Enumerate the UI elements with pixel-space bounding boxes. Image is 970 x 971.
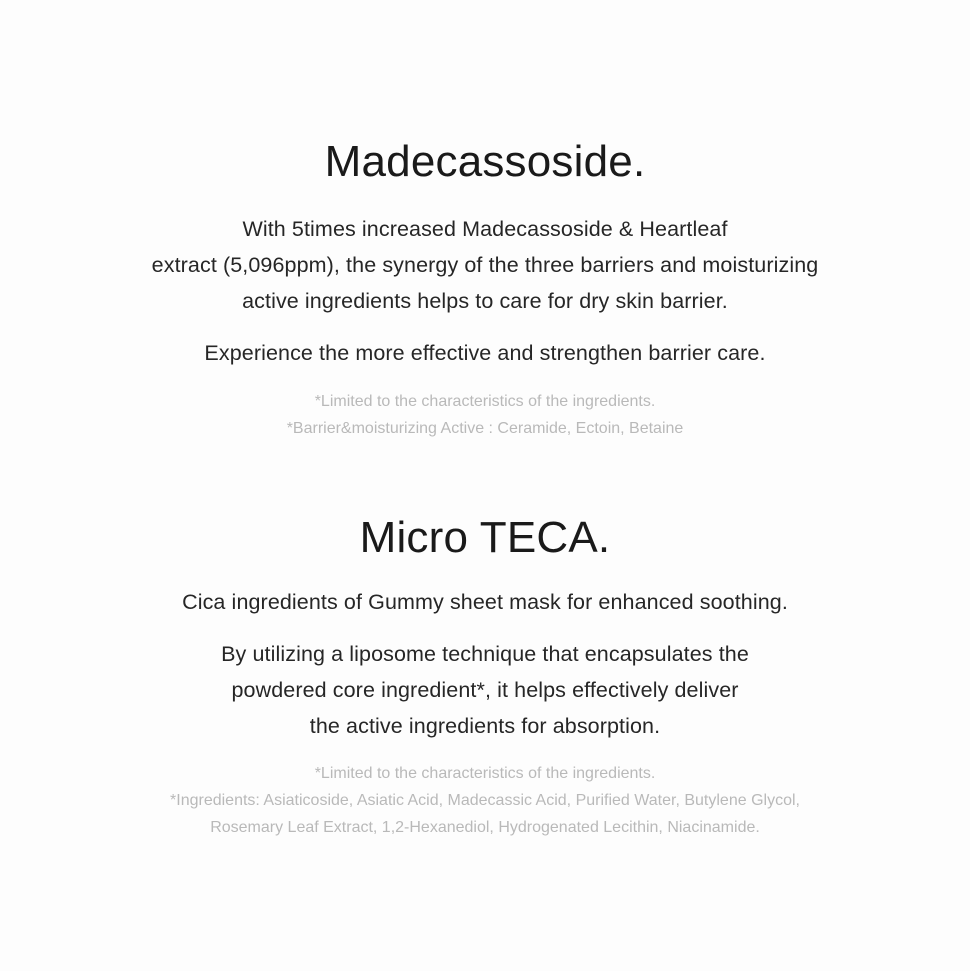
micro-teca-footnote-2: *Ingredients: Asiaticoside, Asiatic Acid, Madecassic Acid, Purified Water, Butylene Glycol, bbox=[170, 792, 800, 809]
madecassoside-footnote-2: *Barrier&moisturizing Active : Ceramide, Ectoin, Betaine bbox=[286, 420, 684, 437]
madecassoside-footnote-1: *Limited to the characteristics of the ingredients. bbox=[314, 393, 656, 410]
madecassoside-title: Madecassoside. bbox=[324, 137, 646, 186]
micro-teca-footnote-3: Rosemary Leaf Extract, 1,2-Hexanediol, Hydrogenated Lecithin, Niacinamide. bbox=[210, 819, 760, 836]
micro-teca-title: Micro TECA. bbox=[359, 513, 611, 562]
micro-teca-description: Cica ingredients of Gummy sheet mask for enhanced soothing. bbox=[182, 590, 788, 614]
micro-teca-footnote-1: *Limited to the characteristics of the ingredients. bbox=[314, 765, 656, 782]
madecassoside-description-line-3: active ingredients helps to care for dry skin barrier. bbox=[242, 289, 728, 313]
micro-teca-liposome-line-3: the active ingredients for absorption. bbox=[309, 714, 661, 738]
madecassoside-description-line-1: With 5times increased Madecassoside & Heartleaf bbox=[242, 217, 728, 241]
micro-teca-liposome-line-1: By utilizing a liposome technique that encapsulates the bbox=[221, 642, 749, 666]
micro-teca-liposome-line-2: powdered core ingredient*, it helps effectively deliver bbox=[231, 678, 739, 702]
madecassoside-description-line-2: extract (5,096ppm), the synergy of the three barriers and moisturizing bbox=[151, 253, 819, 277]
madecassoside-experience-text: Experience the more effective and strengthen barrier care. bbox=[204, 341, 766, 365]
